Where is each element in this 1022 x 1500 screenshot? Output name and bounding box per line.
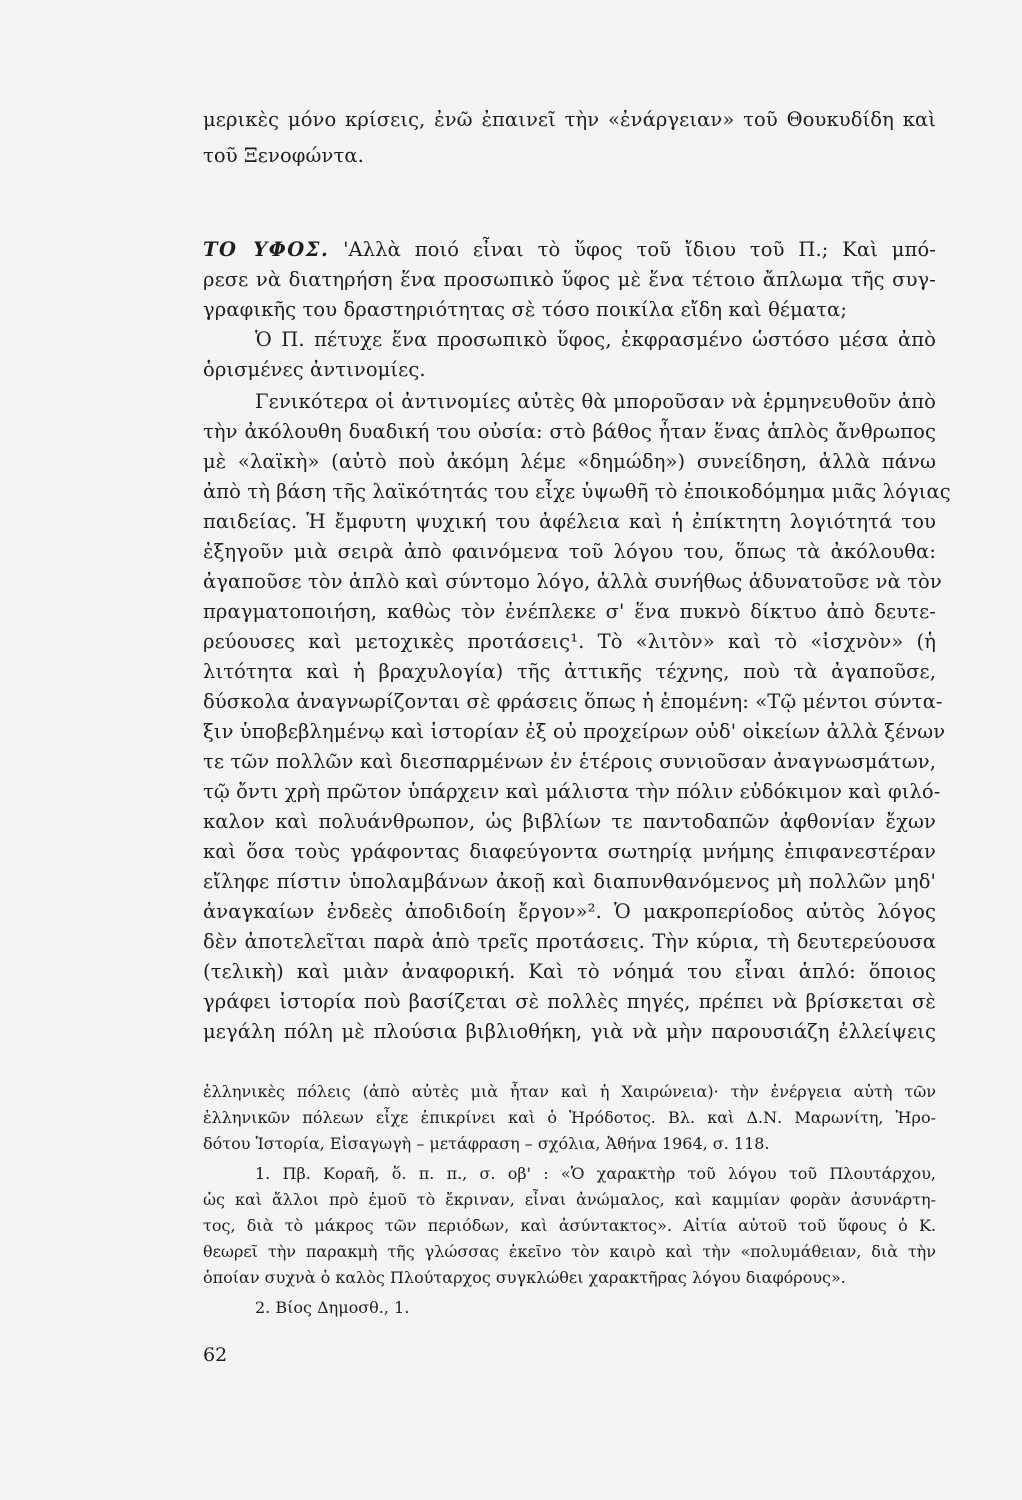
text-line: καλον καὶ πολυάνθρωπον, ὡς βιβλίων τε παντοδαπῶν ἀφθονίαν ἔχων — [203, 810, 936, 833]
text-line: Ὁ Π. πέτυχε ἕνα προσωπικὸ ὕφος, ἐκφρασμένο ὡστόσο μέσα ἀπὸ — [255, 328, 936, 351]
section-heading: ΤΟ ΥΦΟΣ. — [203, 238, 330, 261]
text-line: ξιν ὑποβεβλημένῳ καὶ ἱστορίαν ἐξ οὐ προχείρων οὐδ' οἰκείων ἀλλὰ ξένων — [203, 720, 946, 743]
text-line: ἐξηγοῦν μιὰ σειρὰ ἀπὸ φαινόμενα τοῦ λόγου του, ὅπως τὰ ἀκόλουθα: — [203, 540, 936, 563]
text-line: ρεσε νὰ διατηρήση ἕνα προσωπικὸ ὕφος μὲ ἕνα τέτοιο ἄπλωμα τῆς συγ- — [203, 268, 936, 291]
footnote-line: 1. Πβ. Κοραῆ, ὅ. π. π., σ. οβ' : «Ὁ χαρακτὴρ τοῦ λόγου τοῦ Πλουτάρχου, — [255, 1164, 936, 1183]
text-line: τὴν ἀκόλουθη δυαδική του οὐσία: στὸ βάθος ἦταν ἕνας ἁπλὸς ἄνθρωπος — [203, 420, 936, 443]
text-line: πραγματοποιήση, καθὼς τὸν ἐνέπλεκε σ' ἕνα πυκνὸ δίκτυο ἀπὸ δευτε- — [203, 600, 936, 623]
footnote-line: ὡς καὶ ἄλλοι πρὸ ἐμοῦ τὸ ἔκριναν, εἶναι ἀνώμαλος, καὶ καμμίαν φορὰν ἀσυνάρτη- — [203, 1190, 936, 1209]
section-heading-line — [203, 237, 936, 263]
footnote-line: ὁποίαν συχνὰ ὁ καλὸς Πλούταρχος συγκλώθει χαρακτῆρας λόγου διαφόρους». — [203, 1268, 846, 1287]
text-line: μὲ «λαϊκὴ» (αὐτὸ ποὺ ἀκόμη λέμε «δημώδη») συνείδηση, ἀλλὰ πάνω — [203, 450, 936, 473]
text-line: ἀπὸ τὴ βάση τῆς λαϊκότητάς του εἶχε ὑψωθῆ τὸ ἐποικοδόμημα μιᾶς λόγιας — [203, 480, 951, 503]
footnote-line: ἑλληνικὲς πόλεις (ἀπὸ αὐτὲς μιὰ ἦταν καὶ ἡ Χαιρώνεια)· τὴν ἐνέργεια αὐτὴ τῶν — [203, 1082, 936, 1101]
text-line: καὶ ὅσα τοὺς γράφοντας διαφεύγοντα σωτηρίᾳ μνήμης ἐπιφανεστέραν — [203, 840, 936, 863]
text-line: γράφει ἱστορία ποὺ βασίζεται σὲ πολλὲς πηγές, πρέπει νὰ βρίσκεται σὲ — [203, 990, 936, 1013]
text-line: λιτότητα καὶ ἡ βραχυλογία) τῆς ἀττικῆς τέχνης, ποὺ τὰ ἀγαποῦσε, — [203, 660, 936, 683]
footnote-line: 2. Βίος Δημοσθ., 1. — [255, 1298, 410, 1317]
text-line: ἀναγκαίων ἐνδεὲς ἀποδιδοίη ἔργον»². Ὁ μακροπερίοδος αὐτὸς λόγος — [203, 900, 936, 923]
text-line: τε τῶν πολλῶν καὶ διεσπαρμένων ἐν ἑτέροις συνιοῦσαν ἀναγνωσμάτων, — [203, 750, 936, 773]
text-line: Γενικότερα οἱ ἀντινομίες αὐτὲς θὰ μποροῦσαν νὰ ἑρμηνευθοῦν ἀπὸ — [255, 390, 936, 413]
footnote-line: θεωρεῖ τὴν παρακμὴ τῆς γλώσσας ἐκεῖνο τὸν καιρὸ καὶ τὴν «πολυμάθειαν, διὰ τὴν — [203, 1242, 936, 1261]
text-line: τῷ ὄντι χρὴ πρῶτον ὑπάρχειν καὶ μάλιστα τὴν πόλιν εὐδόκιμον καὶ φιλό- — [203, 780, 941, 803]
text-line: μεγάλη πόλη μὲ πλούσια βιβλιοθήκη, γιὰ νὰ μὴν παρουσιάζη ἐλλείψεις — [203, 1020, 936, 1043]
text-line: γραφικῆς του δραστηριότητας σὲ τόσο ποικίλα εἴδη καὶ θέματα; — [203, 298, 847, 321]
footnote-line: τος, διὰ τὸ μάκρος τῶν περιόδων, καὶ ἀσύντακτος». Αἰτία αὐτοῦ τοῦ ὕφους ὁ Κ. — [203, 1216, 936, 1235]
text-line: ρεύουσες καὶ μετοχικὲς προτάσεις¹. Τὸ «λιτὸν» καὶ τὸ «ἰσχνὸν» (ἡ — [203, 630, 936, 653]
text-line: τοῦ Ξενοφώντα. — [203, 144, 364, 167]
text-line: μερικὲς μόνο κρίσεις, ἐνῶ ἐπαινεῖ τὴν «ἐνάργειαν» τοῦ Θουκυδίδη καὶ — [203, 108, 936, 131]
text-line: (τελικὴ) καὶ μιὰν ἀναφορική. Καὶ τὸ νόημά του εἶναι ἁπλό: ὅποιος — [203, 960, 936, 983]
text-line: ἀγαποῦσε τὸν ἁπλὸ καὶ σύντομο λόγο, ἀλλὰ συνήθως ἀδυνατοῦσε νὰ τὸν — [203, 570, 942, 593]
text-line: εἴληφε πίστιν ὑπολαμβάνων ἀκοῇ καὶ διαπυνθανόμενος μὴ πολλῶν μηδ' — [203, 870, 936, 893]
text-line: ὁρισμένες ἀντινομίες. — [203, 358, 426, 381]
text-line: παιδείας. Ἡ ἔμφυτη ψυχική του ἀφέλεια καὶ ἡ ἐπίκτητη λογιότητά του — [203, 510, 936, 533]
footnote-line: ἑλληνικῶν πόλεων εἶχε ἐπικρίνει καὶ ὁ Ἡρόδοτος. Βλ. καὶ Δ.Ν. Μαρωνίτη, Ἡρο- — [203, 1108, 936, 1127]
page-number: 62 — [203, 1344, 228, 1366]
text-line: δὲν ἀποτελεῖται παρὰ ἀπὸ τρεῖς προτάσεις. Τὴν κύρια, τὴ δευτερεύουσα — [203, 930, 936, 953]
footnote-line: δότου Ἱστορία, Εἰσαγωγὴ – μετάφραση – σχόλια, Ἀθήνα 1964, σ. 118. — [203, 1134, 770, 1153]
section-heading-text: 'Αλλὰ ποιό εἶναι τὸ ὕφος τοῦ ἴδιου τοῦ Π.; Καὶ μπό- — [343, 238, 936, 261]
text-line: δύσκολα ἀναγνωρίζονται σὲ φράσεις ὅπως ἡ ἑπομένη: «Τῷ μέντοι σύντα- — [203, 690, 943, 713]
